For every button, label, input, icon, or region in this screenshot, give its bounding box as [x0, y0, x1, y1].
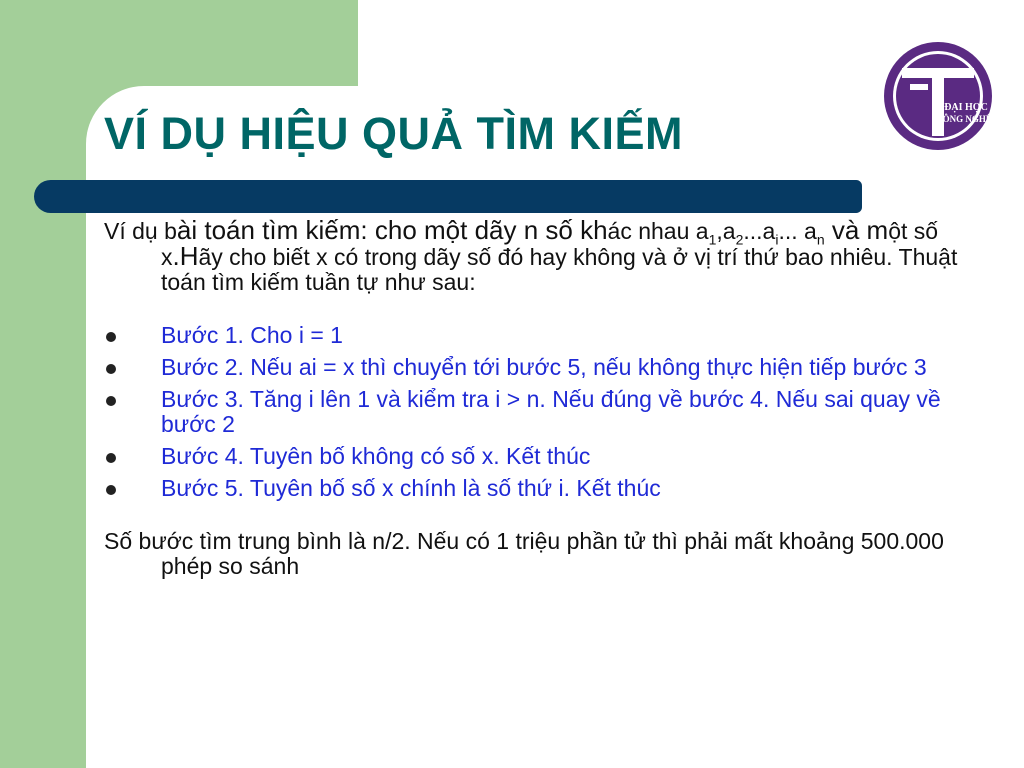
- intro-text: .H: [172, 241, 199, 271]
- background-green-strip: [0, 0, 86, 768]
- algorithm-steps-list: [104, 323, 964, 501]
- intro-text: ột số x: [161, 218, 939, 270]
- bullet-icon: [106, 364, 116, 374]
- intro-text: ìm kiếm: cho một dãy n số kh: [269, 215, 608, 245]
- intro-text: ài toán t: [176, 215, 270, 245]
- intro-text: ác nhau a: [607, 218, 709, 244]
- step-text: Bước 4. Tuyên bố không có số x. Kết thúc: [161, 443, 591, 469]
- list-item: [104, 444, 964, 469]
- intro-text: ... a: [778, 218, 817, 244]
- bullet-icon: [106, 453, 116, 463]
- summary-paragraph: Số bước tìm trung bình là n/2. Nếu có 1 triệu phần tử thì phải mất khoảng 500.000 phép so sánh: [104, 528, 944, 579]
- intro-text: ,a: [716, 218, 736, 244]
- subscript: n: [816, 231, 825, 248]
- step-text: Bước 2. Nếu ai = x thì chuyển tới bước 5, nếu không thực hiện tiếp bước 3: [161, 354, 927, 380]
- subscript: 1: [708, 231, 717, 248]
- list-item: [104, 355, 964, 380]
- bullet-icon: [106, 485, 116, 495]
- list-item: [104, 476, 964, 501]
- intro-text: và m: [824, 215, 889, 245]
- intro-text: ...a: [743, 218, 776, 244]
- university-logo: [880, 38, 996, 154]
- step-text: Bước 3. Tăng i lên 1 và kiểm tra i > n. Nếu đúng về bước 4. Nếu sai quay về bước 2: [161, 386, 941, 437]
- intro-text: Ví dụ b: [104, 218, 177, 244]
- bullet-icon: [106, 332, 116, 342]
- intro-text: ãy cho biết x có trong dãy số đó hay không và ở vị trí thứ bao nhiêu. Thuật toán tìm kiếm tuần tự như sau:: [161, 244, 958, 295]
- logo-text-line2: CÔNG NGHỆ: [936, 114, 992, 124]
- list-item: [104, 387, 964, 437]
- subscript: 2: [735, 231, 744, 248]
- subscript: i: [775, 231, 779, 248]
- slide-title: VÍ DỤ HIỆU QUẢ TÌM KIẾM: [104, 108, 684, 159]
- step-text: Bước 5. Tuyên bố số x chính là số thứ i. Kết thúc: [161, 475, 661, 501]
- logo-text-line1: ĐẠI HỌC: [944, 102, 988, 113]
- bullet-icon: [106, 396, 116, 406]
- intro-paragraph: [104, 215, 964, 295]
- list-item: [104, 323, 964, 348]
- slide-body: [104, 215, 964, 579]
- title-underline-bar: [34, 180, 862, 213]
- step-text: Bước 1. Cho i = 1: [161, 322, 343, 348]
